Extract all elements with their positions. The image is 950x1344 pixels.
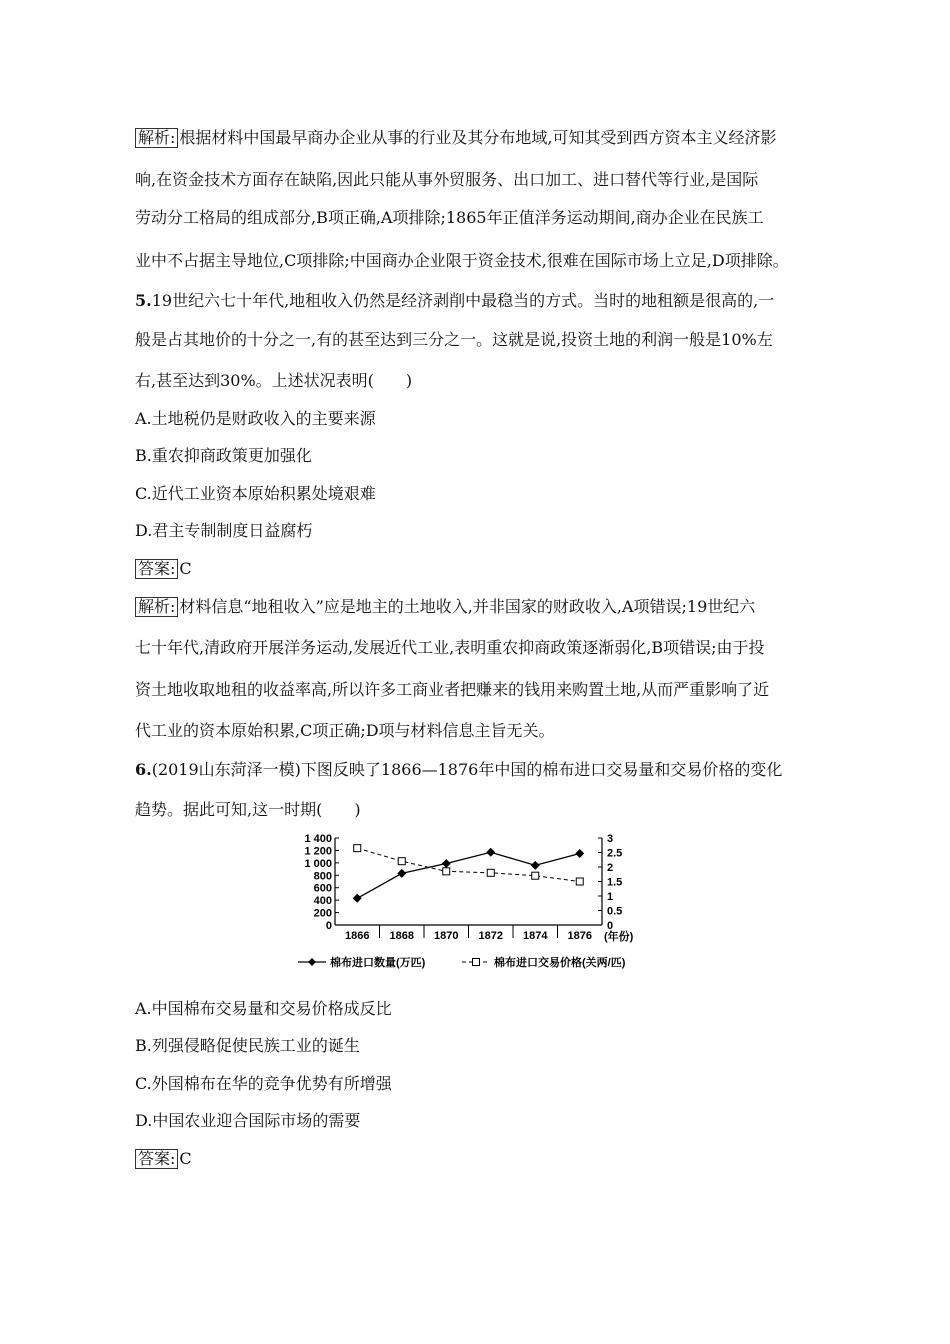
question-6-option-d: D.中国农业迎合国际市场的需要: [135, 1111, 361, 1130]
x-tick-label: 1866: [345, 930, 370, 942]
left-y-tick-label: 200: [313, 907, 332, 920]
left-y-tick-label: 1 400: [304, 833, 332, 845]
question-5-analysis-line-1: 解析: 材料信息“地租收入”应是地主的土地收入,并非国家的财政收入,A项错误;19世纪六: [135, 596, 835, 618]
x-axis-label: (年份): [604, 931, 634, 943]
question-6-option-b: B.列强侵略促使民族工业的诞生: [135, 1036, 360, 1055]
right-y-tick-label: 1: [607, 891, 614, 903]
answer-tag: 答案:: [135, 1149, 178, 1169]
price-point: [443, 868, 450, 875]
legend-quantity-label: 棉布进口数量(万匹): [330, 957, 426, 969]
left-y-tick-label: 400: [313, 895, 332, 908]
question-6-line-2: 趋势。据此可知,这一时期( ): [135, 800, 361, 819]
question-5-option-d: D.君主专制制度日益腐朽: [135, 521, 313, 540]
legend-quantity-marker: [308, 958, 316, 966]
left-y-tick-label: 600: [313, 882, 332, 895]
question-5-option-c: C.近代工业资本原始积累处境艰难: [135, 484, 376, 503]
right-y-tick-label: 0.5: [607, 905, 623, 918]
x-tick-label: 1874: [523, 930, 548, 942]
price-point: [487, 869, 494, 876]
x-tick-label: 1868: [389, 930, 414, 942]
right-y-tick-label: 2: [607, 862, 614, 874]
right-y-tick-label: 2.5: [607, 847, 623, 860]
series-quantity-line: [357, 852, 580, 898]
question-5-analysis-line-2: 七十年代,清政府开展洋务运动,发展近代工业,表明重农抑商政策逐渐弱化,B项错误;由于投: [135, 638, 765, 657]
legend-price-marker: [473, 959, 480, 966]
question-5-line-1: 5.19世纪六七十年代,地租收入仍然是经济剥削中最稳当的方式。当时的地租额是很高的,一: [135, 291, 775, 310]
cotton-import-chart: [290, 826, 670, 976]
quantity-point: [575, 849, 584, 858]
quantity-point: [397, 869, 406, 878]
question-6-answer: [135, 1148, 835, 1170]
left-y-tick-label: 800: [313, 870, 332, 883]
quantity-point: [353, 894, 362, 903]
analysis-tag: 解析:: [135, 128, 178, 148]
question-5-answer: [135, 558, 835, 580]
question-number: 6.: [135, 760, 152, 779]
series-price-line: [357, 848, 580, 881]
question-number: 5.: [135, 291, 152, 310]
quantity-point: [486, 848, 495, 857]
analysis-4-line-1: 解析: 根据材料中国最早商办企业从事的行业及其分布地域,可知其受到西方资本主义经济影: [135, 127, 835, 149]
quantity-point: [531, 861, 540, 870]
x-tick-label: 1876: [567, 930, 592, 942]
analysis-4-line-3: 劳动分工格局的组成部分,B项正确,A项排除;1865年正值洋务运动期间,商办企业在民族工: [135, 208, 764, 227]
analysis-tag: 解析:: [135, 597, 178, 617]
analysis-4-line-4: 业中不占据主导地位,C项排除;中国商办企业限于资金技术,很难在国际市场上立足,D项排除。: [135, 251, 789, 270]
left-y-tick-label: 1 200: [304, 845, 332, 858]
right-y-tick-label: 3: [607, 833, 614, 845]
question-5-line-3: 右,甚至达到30%。上述状况表明( ): [135, 371, 413, 390]
question-5-option-b: B.重农抑商政策更加强化: [135, 446, 312, 465]
question-5-analysis-line-3: 资土地收取地租的收益率高,所以许多工商业者把赚来的钱用来购置土地,从而严重影响了近: [135, 680, 770, 699]
quantity-point: [442, 859, 451, 868]
answer-tag: 答案:: [135, 559, 178, 579]
price-point: [576, 878, 583, 885]
price-point: [398, 858, 405, 865]
left-y-tick-label: 1 000: [304, 857, 332, 870]
x-tick-label: 1870: [434, 930, 459, 942]
legend-price-label: 棉布进口交易价格(关两/匹): [494, 957, 626, 969]
analysis-4-line-2: 响,在资金技术方面存在缺陷,因此只能从事外贸服务、出口加工、进口替代等行业,是国际: [135, 170, 759, 189]
question-6-line-1: 6.(2019山东菏泽一模)下图反映了1866—1876年中国的棉布进口交易量和交易价格的变化: [135, 760, 783, 779]
price-point: [532, 872, 539, 879]
question-5-line-2: 般是占其地价的十分之一,有的甚至达到三分之一。这就是说,投资土地的利润一般是10%左: [135, 330, 773, 349]
question-5-analysis-line-4: 代工业的资本原始积累,C项正确;D项与材料信息主旨无关。: [135, 721, 555, 740]
right-y-tick-label: 1.5: [607, 876, 623, 889]
price-point: [354, 845, 361, 852]
question-6-option-c: C.外国棉布在华的竞争优势有所增强: [135, 1074, 392, 1093]
left-y-tick-label: 0: [325, 920, 332, 932]
x-tick-label: 1872: [478, 930, 503, 942]
answer-value: C: [179, 559, 192, 578]
right-y-tick-label: 0: [607, 920, 614, 932]
question-5-option-a: A.土地税仍是财政收入的主要来源: [135, 409, 376, 428]
answer-value: C: [179, 1149, 192, 1168]
question-6-option-a: A.中国棉布交易量和交易价格成反比: [135, 999, 392, 1018]
